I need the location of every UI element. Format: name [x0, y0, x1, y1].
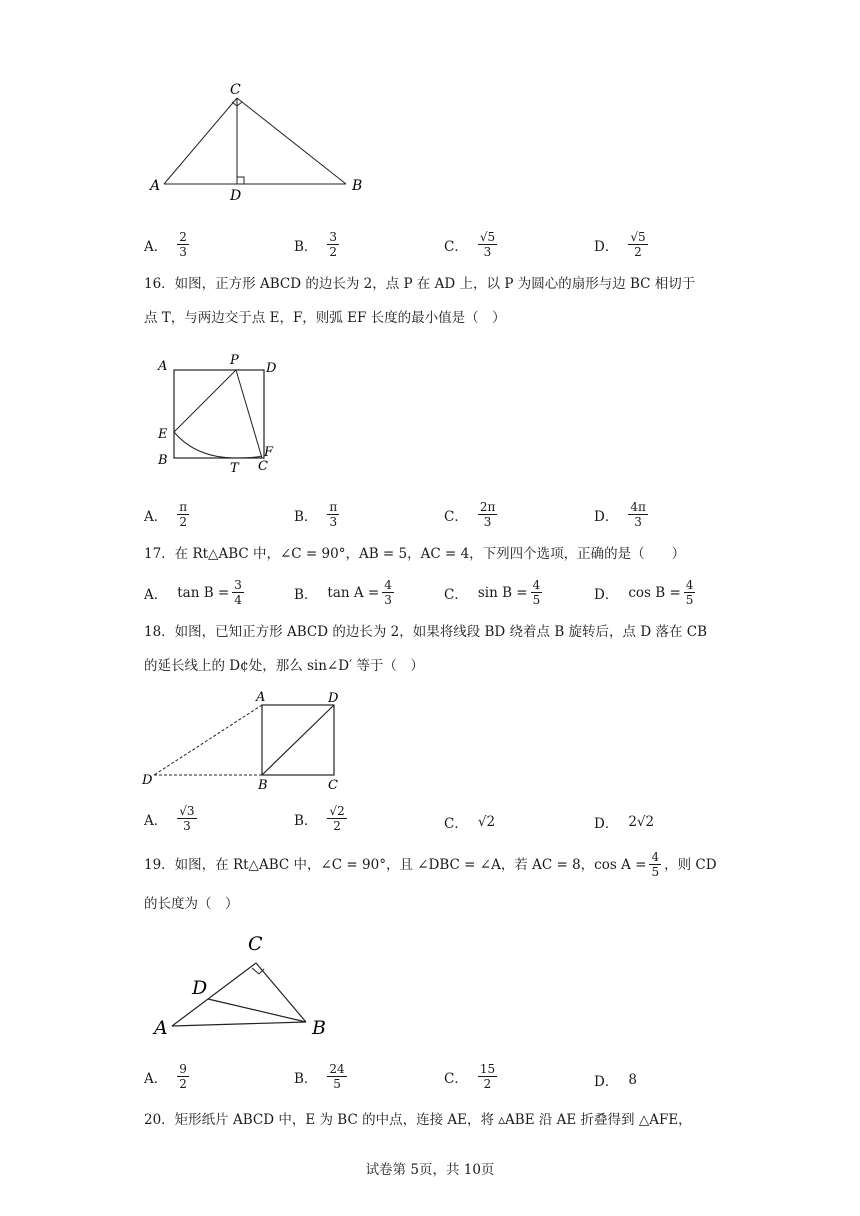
- q16-option-c[interactable]: C． $\frac{2\pi}{3}$: [444, 500, 496, 529]
- q20-stem-line1: 20．矩形纸片 ABCD 中，E 为 BC 的中点，连接 AE，将 ▵ABE 沿 AE 折叠得到 △AFE，: [144, 1112, 692, 1128]
- q15-option-c[interactable]: C． $\frac{√5}{3}$: [444, 230, 496, 259]
- label-d: D: [328, 691, 339, 706]
- label-a: A: [154, 1017, 168, 1039]
- figure-q15-triangle: [140, 78, 380, 206]
- q16-option-d[interactable]: D． $\frac{4\pi}{3}$: [594, 500, 646, 529]
- q18-stem-line2: 的延长线上的 D¢处，那么 sin∠D′ 等于（ ）: [144, 658, 424, 674]
- label-t: T: [230, 461, 239, 476]
- page-footer: 试卷第 5页，共 10页: [365, 1162, 495, 1178]
- q18-option-d[interactable]: D． 2√2: [594, 814, 655, 832]
- label-c: C: [230, 82, 241, 98]
- q17-option-c[interactable]: C． sin B = $\frac{4}{5}$: [444, 578, 541, 607]
- q15-option-b[interactable]: B． $\frac{3}{2}$: [294, 230, 338, 259]
- label-c: C: [328, 778, 338, 793]
- figure-q19-right-triangle: [148, 930, 348, 1042]
- q15-option-a[interactable]: A． $\frac{2}{3}$: [144, 230, 187, 259]
- label-a: A: [158, 359, 168, 374]
- label-d: D: [266, 361, 277, 376]
- q15-option-d[interactable]: D． $\frac{√5}{2}$: [594, 230, 646, 259]
- q19-option-a[interactable]: A． $\frac{9}{2}$: [144, 1062, 187, 1091]
- q16-stem-line1: 16．如图，正方形 ABCD 的边长为 2，点 P 在 AD 上，以 P 为圆心的扇形与边 BC 相切于: [144, 276, 696, 292]
- q16-stem-line2: 点 T，与两边交于点 E，F，则弧 EF 长度的最小值是（ ）: [144, 310, 506, 326]
- q19-option-d[interactable]: D． 8: [594, 1072, 637, 1090]
- q16-option-b[interactable]: B． $\frac{\pi}{3}$: [294, 500, 338, 529]
- label-b: B: [158, 453, 168, 468]
- label-a: A: [256, 690, 266, 705]
- label-d: D: [230, 188, 242, 204]
- label-c: C: [258, 459, 268, 474]
- figure-q16-square-sector: [150, 352, 290, 482]
- q17-stem-line1: 17．在 Rt△ABC 中，∠C = 90°，AB = 5，AC = 4，下列四个选项，正确的是（ ）: [144, 546, 686, 562]
- q18-option-b[interactable]: B． $\frac{√2}{2}$: [294, 804, 345, 833]
- label-b: B: [352, 178, 363, 194]
- label-b: B: [258, 778, 268, 793]
- q18-option-a[interactable]: A． $\frac{√3}{3}$: [144, 804, 195, 833]
- label-p: P: [230, 353, 239, 368]
- q17-option-d[interactable]: D． cos B = $\frac{4}{5}$: [594, 578, 694, 607]
- label-c: C: [248, 933, 263, 955]
- label-e: E: [158, 427, 168, 442]
- figure-q18-square-rotation: [138, 688, 358, 794]
- q19-option-c[interactable]: C． $\frac{15}{2}$: [444, 1062, 496, 1091]
- q17-option-a[interactable]: A． tan B = $\frac{3}{4}$: [144, 578, 242, 607]
- q19-option-b[interactable]: B． $\frac{24}{5}$: [294, 1062, 345, 1091]
- q19-stem-line2: 的长度为（ ）: [144, 896, 239, 912]
- label-a: A: [150, 178, 161, 194]
- q18-option-c[interactable]: C． √2: [444, 814, 496, 832]
- label-d: D: [192, 977, 208, 999]
- q19-stem-line1: 19．如图，在 Rt△ABC 中，∠C = 90°，且 ∠DBC = ∠A，若 AC = 8，cos A = $\frac{4}{5}$ ，则 CD: [144, 850, 717, 879]
- label-d-prime: D: [142, 773, 153, 788]
- q18-stem-line1: 18．如图，已知正方形 ABCD 的边长为 2，如果将线段 BD 绕着点 B 旋转后，点 D 落在 CB: [144, 624, 707, 640]
- q16-option-a[interactable]: A． $\frac{\pi}{2}$: [144, 500, 188, 529]
- q17-option-b[interactable]: B． tan A = $\frac{4}{3}$: [294, 578, 392, 607]
- label-b: B: [312, 1017, 326, 1039]
- label-f: F: [264, 445, 274, 460]
